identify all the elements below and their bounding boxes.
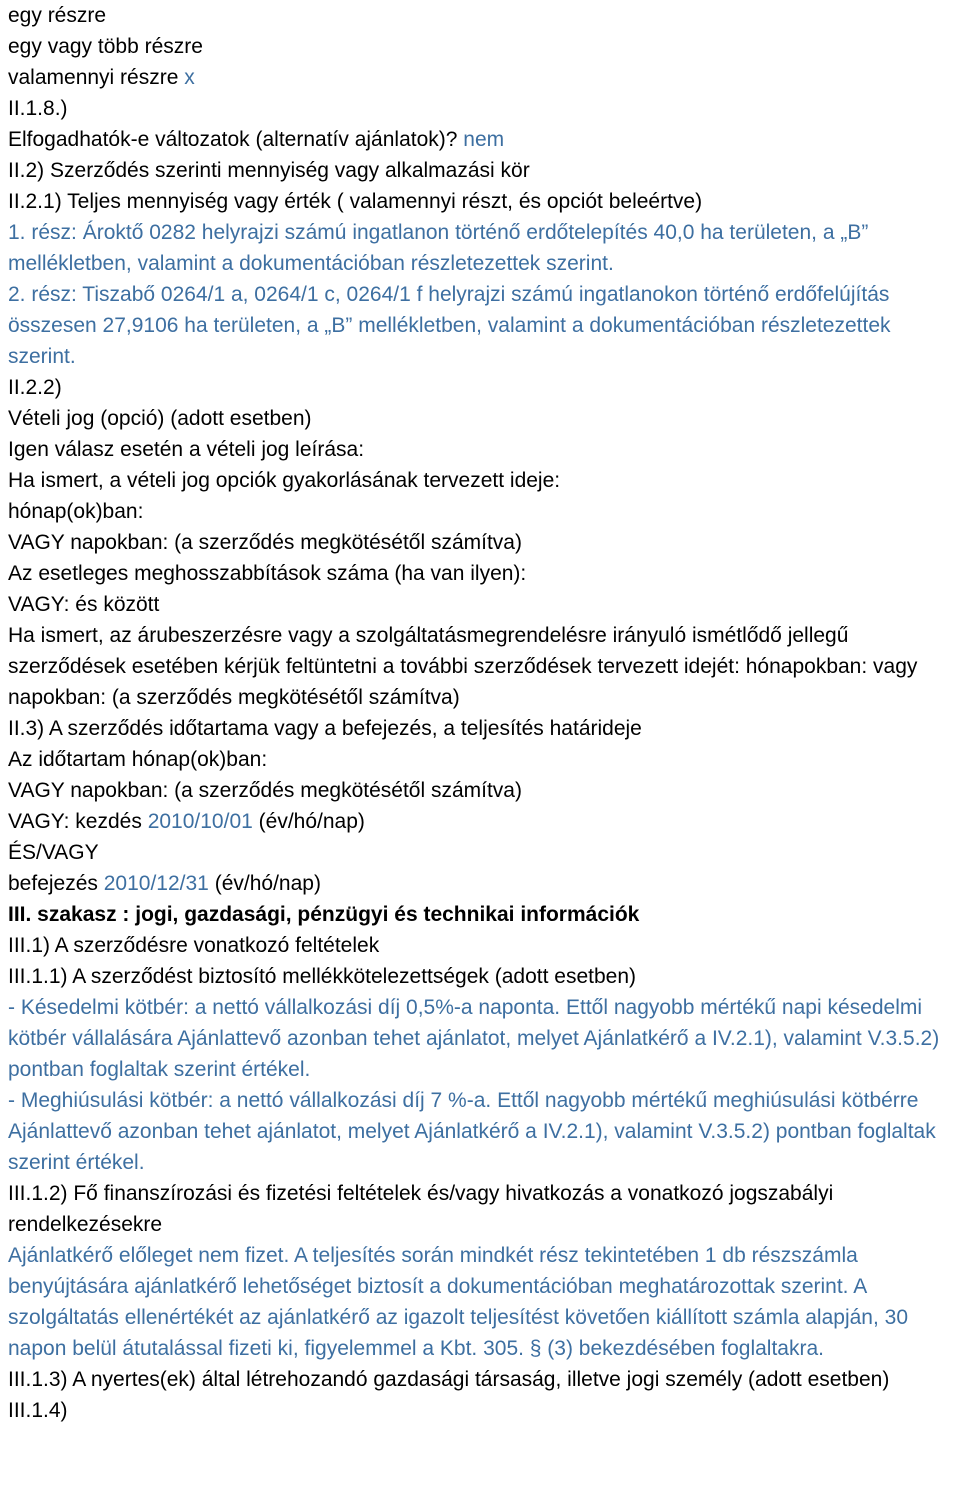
section-heading-ii-2-2: II.2.2) (8, 376, 62, 399)
section-heading-iii: III. szakasz : jogi, gazdasági, pénzügyi és technikai információk (8, 903, 640, 926)
start-date-prefix: VAGY: kezdés (8, 810, 142, 833)
delay-penalty-paragraph: - Késedelmi kötbér: a nettó vállalkozási díj 0,5%-a naponta. Ettől nagyobb mértékű napi késedelmi kötbér vállalására Ajánlattevő azonban tehet ajánlatot, melyet Ajánlatkérő a IV.2.1), valamint V.3.5.2) pontban foglaltak szerint értékel. (8, 996, 940, 1081)
days-label: VAGY napokban: (a szerződés megkötésétől számítva) (8, 531, 522, 554)
section-heading-iii-1-3: III.1.3) A nyertes(ek) által létrehozandó gazdasági társaság, illetve jogi személy (adott esetben) (8, 1368, 890, 1391)
failure-penalty-paragraph: - Meghiúsulási kötbér: a nettó vállalkozási díj 7 %-a. Ettől nagyobb mértékű meghiúsulási kötbérre Ajánlattevő azonban tehet ajánlatot, melyet Ajánlatkérő a IV.2.1), valamint V.3.5.2) pontban foglaltak szerint értékel. (8, 1089, 936, 1174)
start-date-format: (év/hó/nap) (258, 810, 365, 833)
option-all-parts-mark: x (184, 66, 195, 89)
option-all-parts-label: valamennyi részre (8, 66, 179, 89)
option-planned-time-label: Ha ismert, a vételi jog opciók gyakorlásának tervezett ideje: (8, 469, 561, 492)
option-one-or-more-parts: egy vagy több részre (8, 35, 203, 58)
option-all-parts (8, 62, 952, 93)
end-date-line (8, 868, 952, 899)
alternatives-answer: nem (463, 128, 505, 151)
recurring-contracts-paragraph: Ha ismert, az árubeszerzésre vagy a szolgáltatásmegrendelésre irányuló ismétlődő jellegű szerződések esetében kérjük feltüntetni a további szerződések tervezett idejét: hónapokban: vagy napokban: (a szerződés megkötésétől számítva) (8, 624, 918, 709)
months-label: hónap(ok)ban: (8, 500, 144, 523)
extensions-count-label: Az esetleges meghosszabbítások száma (ha van ilyen): (8, 562, 527, 585)
duration-days-label: VAGY napokban: (a szerződés megkötésétől számítva) (8, 779, 522, 802)
payment-terms-paragraph: Ajánlatkérő előleget nem fizet. A teljesítés során mindkét rész tekintetében 1 db részszámla benyújtására ajánlatkérő lehetőséget biztosít a dokumentációban meghatározottak szerint. A szolgáltatás ellenértékét az ajánlatkérő az igazolt teljesítést követően kiállított számla alapján, 30 napon belül átutalással fizeti ki, figyelemmel a Kbt. 305. § (3) bekezdésében foglaltakra. (8, 1244, 909, 1360)
section-heading-iii-1-2: III.1.2) Fő finanszírozási és fizetési feltételek és/vagy hivatkozás a vonatkozó jogszabályi rendelkezésekre (8, 1182, 834, 1236)
part-2-description: 2. rész: Tiszabő 0264/1 a, 0264/1 c, 0264/1 f helyrajzi számú ingatlanokon történő erdőfelújítás összesen 27,9106 ha területen, a „B” mellékletben, valamint a dokumentációban részletezettek szerint. (8, 283, 891, 368)
start-date-value: 2010/10/01 (147, 810, 253, 833)
option-right-description-label: Igen válasz esetén a vételi jog leírása: (8, 438, 365, 461)
end-date-value: 2010/12/31 (103, 872, 209, 895)
end-date-format: (év/hó/nap) (214, 872, 321, 895)
option-one-part: egy részre (8, 4, 107, 27)
section-heading-ii-2-1: II.2.1) Teljes mennyiség vagy érték ( valamennyi részt, és opciót beleértve) (8, 190, 703, 213)
end-date-prefix: befejezés (8, 872, 98, 895)
option-right-label: Vételi jog (opció) (adott esetben) (8, 407, 312, 430)
section-heading-ii-3: II.3) A szerződés időtartama vagy a befejezés, a teljesítés határideje (8, 717, 642, 740)
duration-months-label: Az időtartam hónap(ok)ban: (8, 748, 268, 771)
section-heading-ii-2: II.2) Szerződés szerinti mennyiség vagy alkalmazási kör (8, 159, 530, 182)
start-date-line (8, 806, 952, 837)
part-1-description: 1. rész: Ároktő 0282 helyrajzi számú ingatlanon történő erdőtelepítés 40,0 ha területen, a „B” mellékletben, valamint a dokumentációban részletezettek szerint. (8, 221, 869, 275)
section-heading-iii-1: III.1) A szerződésre vonatkozó feltételek (8, 934, 380, 957)
range-label: VAGY: és között (8, 593, 160, 616)
and-or-label: ÉS/VAGY (8, 841, 99, 864)
section-heading-iii-1-4: III.1.4) (8, 1399, 68, 1422)
alternatives-question-label: Elfogadhatók-e változatok (alternatív ajánlatok)? (8, 128, 458, 151)
section-heading-ii-1-8: II.1.8.) (8, 97, 68, 120)
section-heading-iii-1-1: III.1.1) A szerződést biztosító mellékkötelezettségek (adott esetben) (8, 965, 637, 988)
alternatives-question (8, 124, 952, 155)
